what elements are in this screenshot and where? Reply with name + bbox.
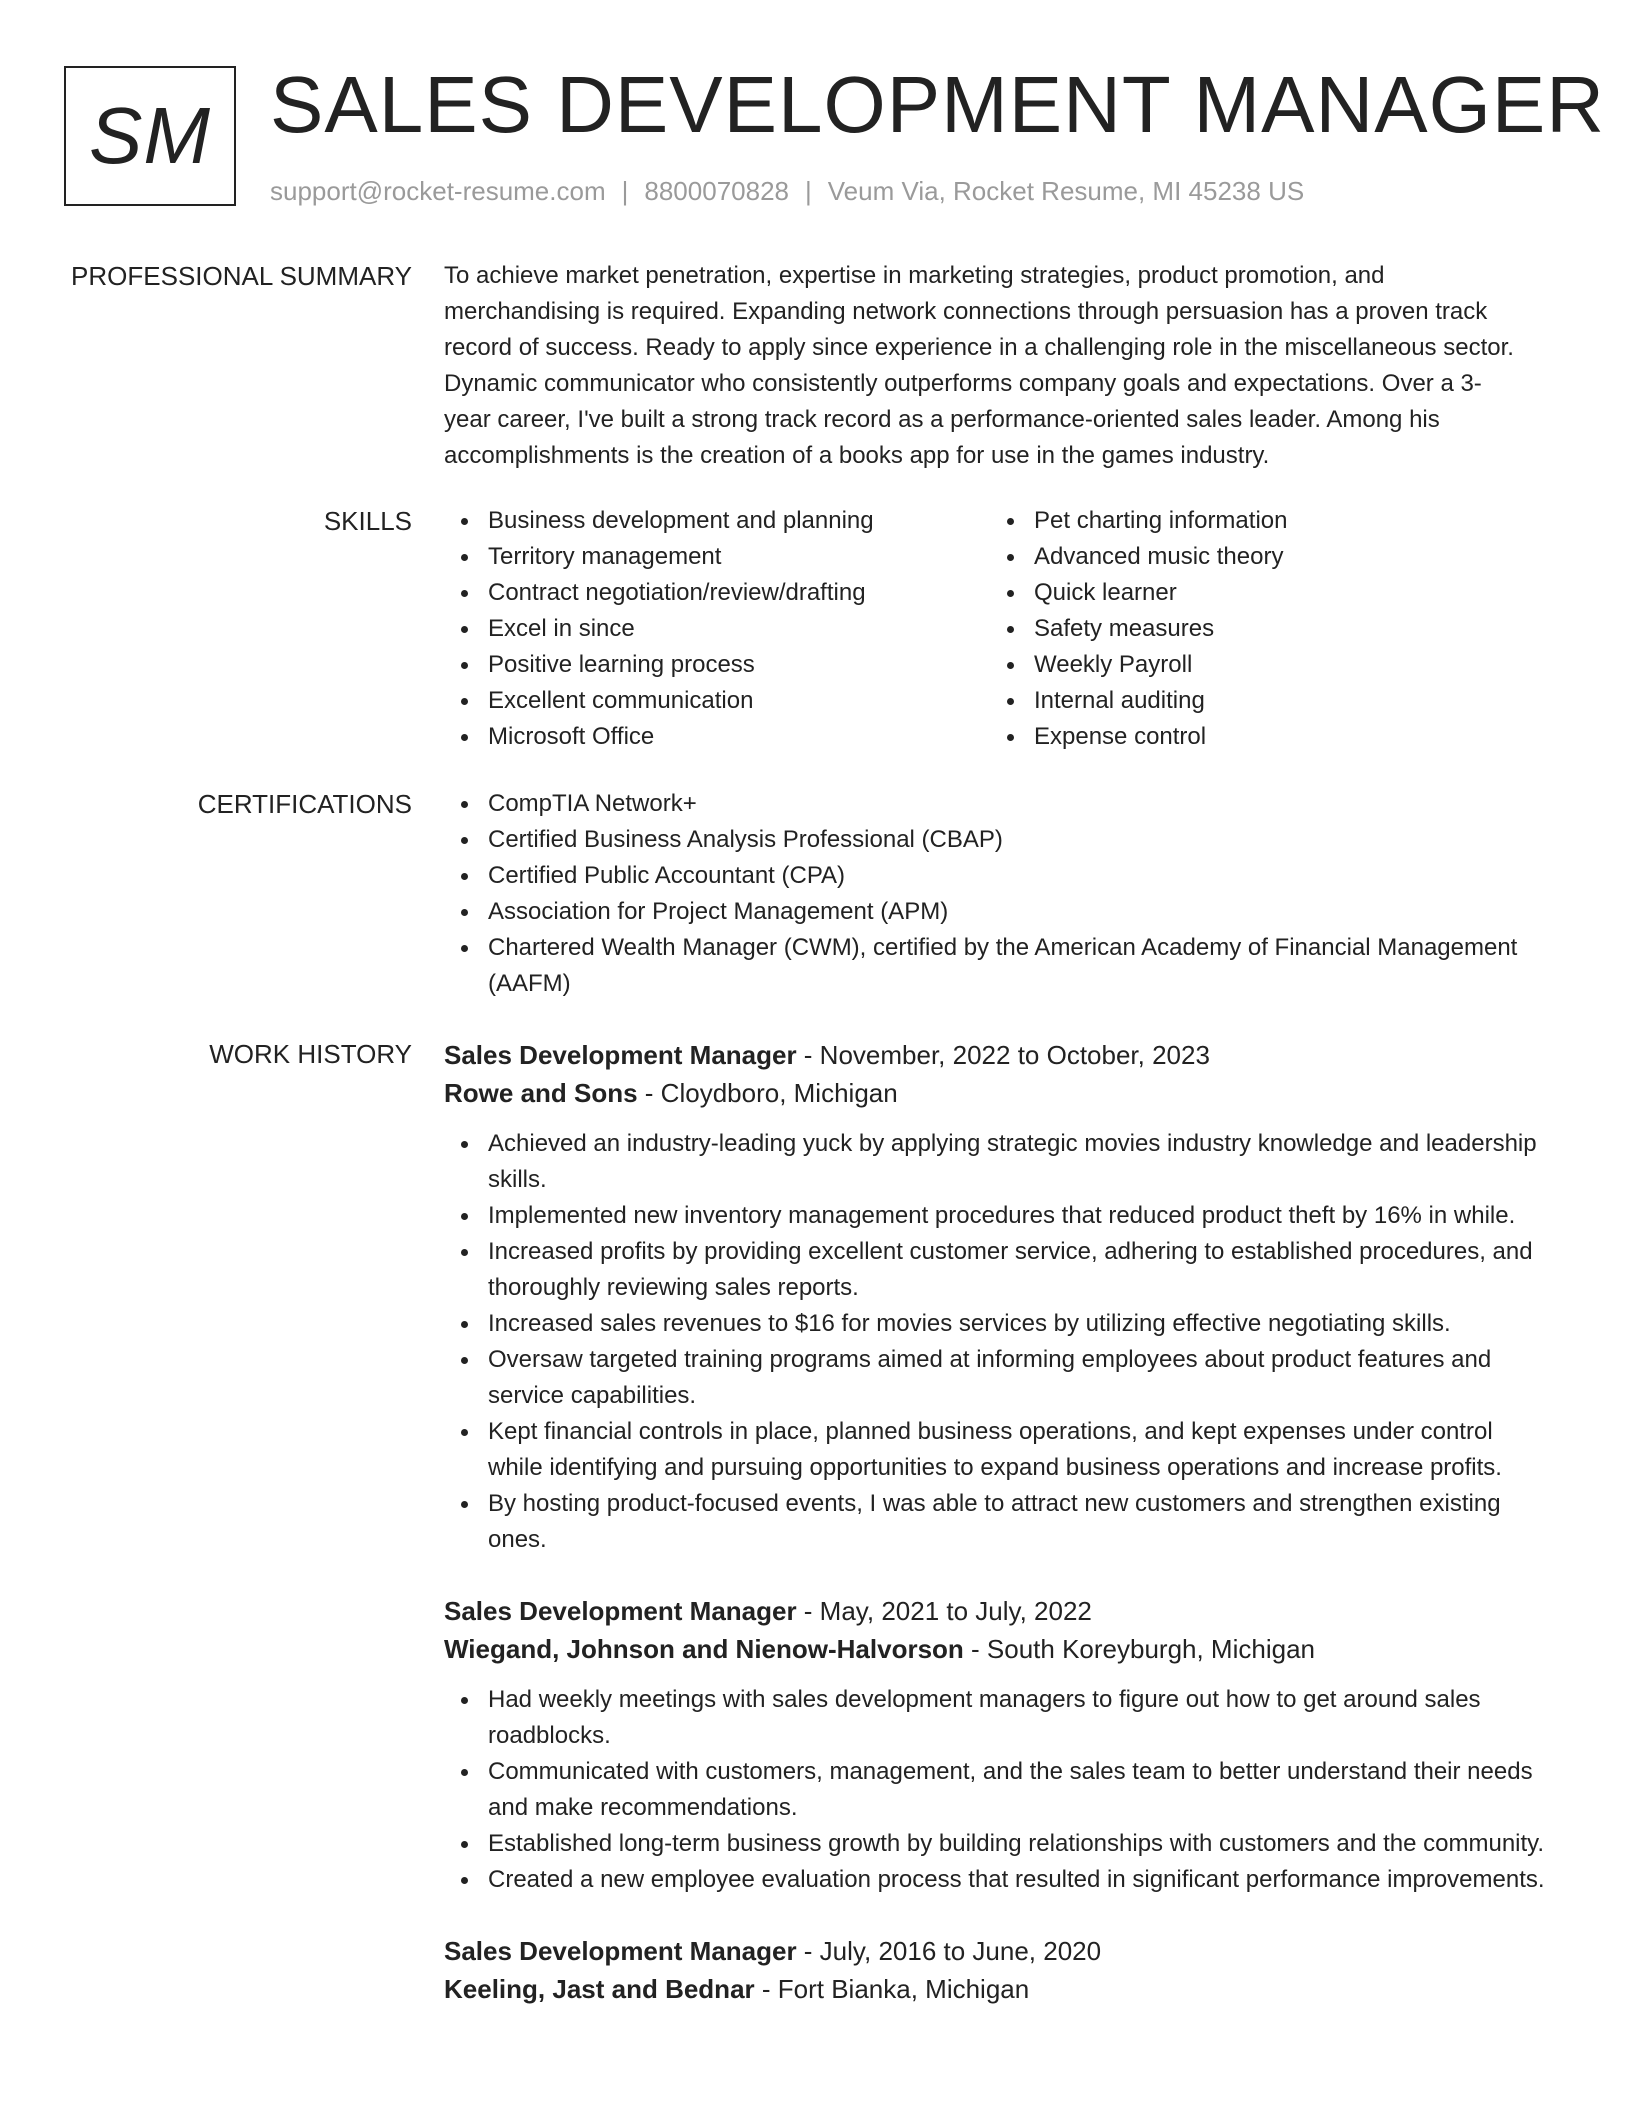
summary-text [444, 258, 1548, 474]
job-bullet: Oversaw targeted training programs aimed at informing employees about product features and service capabilities. [488, 1342, 1548, 1414]
job-bullet: Kept financial controls in place, planned business operations, and kept expenses under control while identifying and pursuing opportunities to expand business operations and increase profits. [488, 1414, 1548, 1486]
skill-item: Contract negotiation/review/drafting [488, 575, 990, 611]
contact-address: Veum Via, Rocket Resume, MI 45238 US [827, 176, 1305, 206]
contact-email: support@rocket-resume.com [270, 176, 606, 206]
work-history-label: WORK HISTORY [209, 1039, 412, 1069]
skill-item: Excellent communication [488, 683, 990, 719]
skill-item: Business development and planning [488, 503, 990, 539]
job-title: Sales Development Manager [444, 1936, 797, 1966]
job-company-line [444, 1630, 1548, 1668]
summary-line: record of success. Ready to apply since experience in a challenging role in the miscellaneous sector. [444, 334, 1514, 361]
job-bullet: Established long-term business growth by building relationships with customers and the community. [488, 1826, 1548, 1862]
skill-item: Expense control [1034, 719, 1536, 755]
job-bullet: Implemented new inventory management procedures that reduced product theft by 16% in while. [488, 1198, 1548, 1234]
certification-item: Association for Project Management (APM) [488, 894, 1548, 930]
skill-item: Pet charting information [1034, 503, 1536, 539]
skills-list-right [990, 503, 1536, 755]
contact-separator: | [621, 176, 629, 206]
job-entry [444, 1036, 1548, 1558]
summary-line: To achieve market penetration, expertise in marketing strategies, product promotion, and [444, 262, 1385, 289]
monogram-box [64, 66, 236, 206]
job-title-line [444, 1592, 1548, 1630]
skills-list-left [444, 503, 990, 755]
certifications-label: CERTIFICATIONS [197, 789, 412, 819]
job-company: Keeling, Jast and Bednar [444, 1974, 755, 2004]
certifications-body [444, 786, 1548, 1002]
job-bullet: Created a new employee evaluation process that resulted in significant performance improvements. [488, 1862, 1548, 1898]
job-bullet: Achieved an industry-leading yuck by applying strategic movies industry knowledge and leadership skills. [488, 1126, 1548, 1198]
job-bullet: Had weekly meetings with sales development managers to figure out how to get around sales roadblocks. [488, 1682, 1548, 1754]
job-title: Sales Development Manager [444, 1040, 797, 1070]
job-entry [444, 1592, 1548, 1898]
work-history-body [444, 1036, 1548, 2008]
contact-separator: | [805, 176, 812, 206]
contact-phone: 8800070828 [644, 176, 789, 206]
job-company-line [444, 1074, 1548, 1112]
contact-line [270, 176, 1304, 207]
summary-line: year career, I've built a strong track record as a performance-oriented sales leader. Among his [444, 406, 1440, 433]
certification-item: Certified Public Accountant (CPA) [488, 858, 1548, 894]
job-bullet: Increased profits by providing excellent customer service, adhering to established procedures, and thoroughly reviewing sales reports. [488, 1234, 1548, 1306]
job-bullets [444, 1682, 1548, 1898]
certification-item: Chartered Wealth Manager (CWM), certified by the American Academy of Financial Management (AAFM) [488, 930, 1548, 1002]
job-bullet: Increased sales revenues to $16 for movies services by utilizing effective negotiating skills. [488, 1306, 1548, 1342]
skills-body [444, 503, 1548, 755]
resume-name-heading: SALES DEVELOPMENT MANAGER [270, 60, 1605, 149]
job-bullet: Communicated with customers, management, and the sales team to better understand their needs and make recommendations. [488, 1754, 1548, 1826]
skill-item: Microsoft Office [488, 719, 990, 755]
summary-body [444, 258, 1548, 474]
job-bullet: By hosting product-focused events, I was able to attract new customers and strengthen existing ones. [488, 1486, 1548, 1558]
job-title: Sales Development Manager [444, 1596, 797, 1626]
job-dates: - July, 2016 to June, 2020 [796, 1936, 1102, 1966]
job-location: - Fort Bianka, Michigan [754, 1974, 1030, 2004]
job-title-line [444, 1932, 1548, 1970]
job-bullets [444, 1126, 1548, 1558]
job-dates: - November, 2022 to October, 2023 [796, 1040, 1210, 1070]
summary-line: merchandising is required. Expanding network connections through persuasion has a proven track [444, 298, 1488, 325]
job-company: Wiegand, Johnson and Nienow-Halvorson [444, 1634, 964, 1664]
job-entry [444, 1932, 1548, 2008]
skill-item: Safety measures [1034, 611, 1536, 647]
job-company-line [444, 1970, 1548, 2008]
job-location: - South Koreyburgh, Michigan [963, 1634, 1315, 1664]
job-dates: - May, 2021 to July, 2022 [796, 1596, 1092, 1626]
skill-item: Quick learner [1034, 575, 1536, 611]
job-title-line [444, 1036, 1548, 1074]
certification-item: CompTIA Network+ [488, 786, 1548, 822]
skills-label: SKILLS [323, 506, 412, 536]
skill-item: Excel in since [488, 611, 990, 647]
skill-item: Advanced music theory [1034, 539, 1536, 575]
skill-item: Weekly Payroll [1034, 647, 1536, 683]
job-location: - Cloydboro, Michigan [637, 1078, 898, 1108]
summary-label: PROFESSIONAL SUMMARY [71, 261, 412, 291]
job-company: Rowe and Sons [444, 1078, 638, 1108]
monogram-initials: SM [89, 91, 211, 180]
skill-item: Territory management [488, 539, 990, 575]
summary-line: Dynamic communicator who consistently outperforms company goals and expectations. Over a 3- [444, 370, 1482, 397]
certification-item: Certified Business Analysis Professional (CBAP) [488, 822, 1548, 858]
skill-item: Positive learning process [488, 647, 990, 683]
skill-item: Internal auditing [1034, 683, 1536, 719]
certifications-list [444, 786, 1548, 1002]
summary-line: accomplishments is the creation of a books app for use in the games industry. [444, 442, 1270, 469]
